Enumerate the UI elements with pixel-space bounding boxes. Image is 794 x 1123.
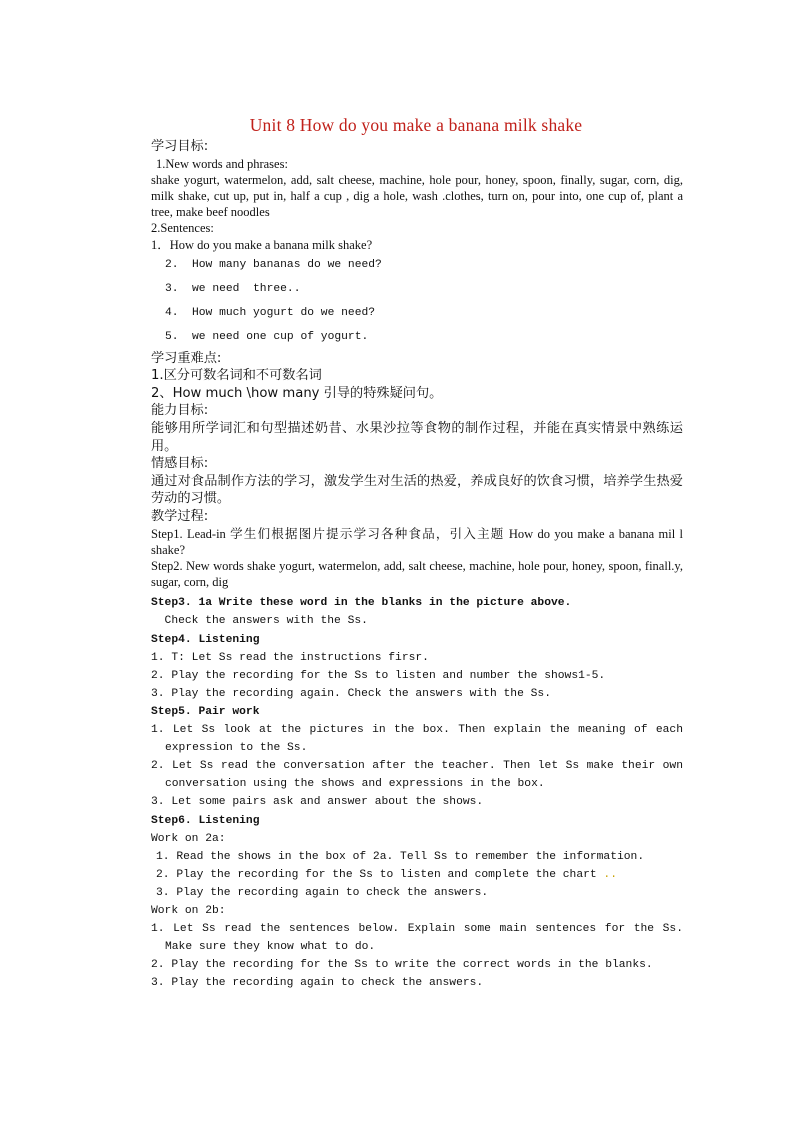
sentence-item: 5. we need one cup of yogurt. (165, 331, 369, 344)
work-2a-item: 3. Play the recording again to check the answers. (156, 886, 489, 899)
step3-heading: Step3. 1a Write these word in the blanks in the picture above. (151, 597, 572, 610)
lesson-content (151, 138, 683, 992)
work-2a-item: 1. Read the shows in the box of 2a. Tell Ss to remember the information. (156, 850, 645, 863)
step4-item: 1. T: Let Ss read the instructions firsr. (151, 651, 429, 664)
emotion-heading: 情感目标: (151, 456, 209, 472)
page-title: Unit 8 How do you make a banana milk shake (249, 115, 583, 135)
sentence-item: 1．How do you make a banana milk shake? (151, 237, 373, 252)
key-points-heading: 学习重难点: (151, 350, 222, 366)
sentence-item: 4. How much yogurt do we need? (165, 307, 376, 320)
step2-text: Step2. New words shake yogurt, watermelon, add, salt cheese, machine, hole pour, honey, spoon, finall.y, sugar, corn, dig (151, 558, 683, 590)
step5-heading: Step5. Pair work (151, 705, 260, 718)
work-2b-item: 3. Play the recording again to check the answers. (151, 977, 484, 990)
work-2b-item: 1. Let Ss read the sentences below. Explain some main sentences for the Ss. Make sure they know what to do. (151, 923, 683, 954)
work-2a-heading: Work on 2a: (151, 832, 226, 845)
new-words-body: shake yogurt, watermelon, add, salt cheese, machine, hole pour, honey, spoon, finally, sugar, corn, dig, milk shake, cut up, put in, half a cup , dig a hole, wash .clothes, turn on, pour into, one cup of, plant a tree, make beef noodles (151, 172, 683, 220)
objectives-heading: 学习目标: (151, 139, 209, 154)
process-heading: 教学过程: (151, 508, 209, 524)
step5-item: 3. Let some pairs ask and answer about the shows. (151, 796, 484, 809)
step5-item: 1. Let Ss look at the pictures in the box. Then explain the meaning of each expression to the Ss. (151, 724, 683, 755)
step4-heading: Step4. Listening (151, 633, 260, 646)
step4-item: 3. Play the recording again. Check the answers with the Ss. (151, 687, 551, 700)
work-2b-heading: Work on 2b: (151, 904, 226, 917)
sentences-heading: 2.Sentences: (151, 221, 214, 236)
step6-heading: Step6. Listening (151, 814, 260, 827)
step1-text: Step1. Lead-in 学生们根据图片提示学习各种食品，引入主题 How do you make a banana mil l shake? (151, 526, 683, 557)
new-words-heading: 1.New words and phrases: (156, 156, 288, 171)
sentence-item: 3. we need three.. (165, 283, 301, 296)
key-point-item: 1.区分可数名词和不可数名词 (151, 368, 322, 384)
sentence-list (151, 253, 683, 350)
ability-heading: 能力目标: (151, 403, 209, 419)
ability-body: 能够用所学词汇和句型描述奶昔、水果沙拉等食物的制作过程，并能在真实情景中熟练运用。 (151, 421, 683, 454)
highlight-mark: .. (596, 868, 617, 881)
step5-item: 2. Let Ss read the conversation after the teacher. Then let Ss make their own conversation using the shows and expressions in the box. (151, 760, 683, 791)
work-2b-item: 2. Play the recording for the Ss to write the correct words in the blanks. (151, 959, 653, 972)
sentence-item: 2. How many bananas do we need? (165, 258, 382, 271)
work-2a-item: 2. Play the recording for the Ss to listen and complete the chart .. (156, 868, 617, 881)
emotion-body: 通过对食品制作方法的学习，激发学生对生活的热爱，养成良好的饮食习惯，培养学生热爱劳动的习惯。 (151, 473, 683, 507)
key-point-item: 2、How much \how many 引导的特殊疑问句。 (151, 385, 443, 401)
step3-line: Check the answers with the Ss. (151, 615, 368, 628)
step4-item: 2. Play the recording for the Ss to listen and number the shows1-5. (151, 669, 606, 682)
